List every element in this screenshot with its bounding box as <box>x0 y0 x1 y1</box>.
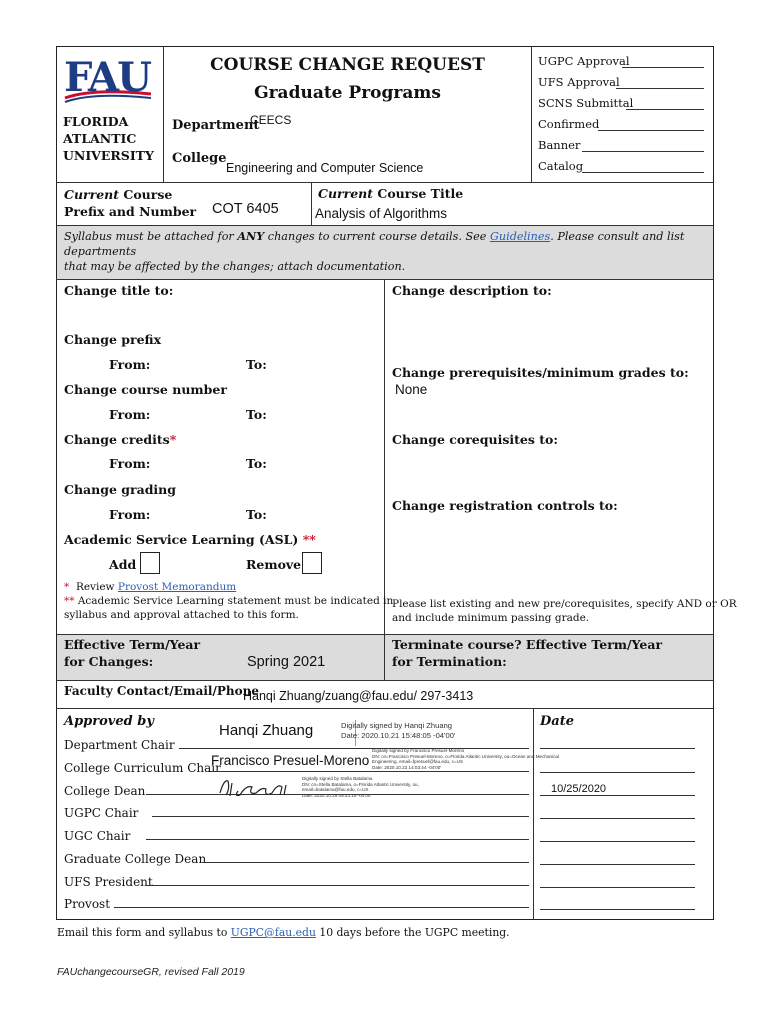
tracking-label: SCNS Submittal <box>538 96 634 110</box>
syllabus-note-emph: ANY <box>237 229 265 243</box>
header-divider-right <box>531 46 532 182</box>
title-label-rest: Course Title <box>373 186 464 201</box>
signature-line[interactable] <box>152 816 529 817</box>
asl-label <box>64 532 316 547</box>
grading-to-label[interactable]: To: <box>246 507 267 522</box>
dept-chair-sig-line1: Digitally signed by Hanqi Zhuang <box>341 721 453 730</box>
prefix-label-line2: Prefix and Number <box>64 204 197 219</box>
faculty-bottom-rule <box>56 708 714 709</box>
email-instruction-text: 10 days before the UGPC meeting. <box>315 926 510 939</box>
date-line[interactable] <box>540 864 695 865</box>
college-value[interactable]: Engineering and Computer Science <box>226 161 424 175</box>
credits-to-label[interactable]: To: <box>246 456 267 471</box>
prefix-from-label[interactable]: From: <box>109 357 151 372</box>
guidelines-link[interactable]: Guidelines <box>489 230 551 243</box>
course-divider <box>311 182 312 225</box>
curriculum-chair-signature-name: Francisco Presuel-Moreno <box>211 753 370 768</box>
credits-asterisk: * <box>169 432 177 447</box>
number-from-label[interactable]: From: <box>109 407 151 422</box>
signature-line[interactable] <box>146 885 529 886</box>
form-title: COURSE CHANGE REQUEST <box>210 55 485 75</box>
approval-row-college-curriculum-chair: College Curriculum Chair <box>64 761 221 775</box>
number-to-label[interactable]: To: <box>246 407 267 422</box>
tracking-label: Catalog <box>538 159 584 173</box>
approvals-divider <box>533 708 534 920</box>
asl-note-stars: ** <box>64 595 75 607</box>
change-title-label[interactable]: Change title to: <box>64 283 174 298</box>
prereq-note-line1: Please list existing and new pre/corequisites, specify AND or OR <box>392 598 737 610</box>
tracking-label: Confirmed <box>538 117 600 131</box>
date-line[interactable] <box>540 887 695 888</box>
change-credits-text: Change credits <box>64 432 170 447</box>
effective-term-label <box>64 636 200 670</box>
prefix-to-label[interactable]: To: <box>246 357 267 372</box>
dean-sig-line: email=batalama@fau.edu, c=US <box>302 787 369 793</box>
form-subtitle: Graduate Programs <box>254 83 441 103</box>
review-asterisk: * <box>64 581 70 593</box>
approved-by-header: Approved by <box>64 714 154 729</box>
fau-logo-text: FAU <box>64 54 150 101</box>
asl-text: Academic Service Learning (ASL) <box>64 532 299 547</box>
terminate-label[interactable] <box>392 636 662 670</box>
header-bottom-rule <box>56 182 714 183</box>
terminate-line2: for Termination: <box>392 654 507 669</box>
email-instruction-text: Email this form and syllabus to <box>57 926 231 939</box>
syllabus-note-text: Syllabus must be attached for <box>64 230 238 243</box>
dean-handwritten-signature <box>216 775 296 799</box>
tracking-line <box>598 130 704 131</box>
change-course-number-label: Change course number <box>64 382 227 397</box>
date-line[interactable] <box>540 818 695 819</box>
tracking-line <box>622 67 704 68</box>
date-header: Date <box>540 714 574 729</box>
syllabus-note <box>64 229 704 274</box>
university-name <box>63 113 154 164</box>
provost-review-note <box>64 580 393 622</box>
ugpc-email-link[interactable]: UGPC@fau.edu <box>230 926 316 939</box>
prereq-note <box>392 597 737 625</box>
tracking-line <box>616 88 704 89</box>
dept-chair-signature-details <box>341 721 455 741</box>
change-description-label[interactable]: Change description to: <box>392 283 552 298</box>
course-prefix-value[interactable]: COT 6405 <box>212 201 279 217</box>
title-label <box>318 186 463 201</box>
tracking-line <box>626 109 704 110</box>
university-line-2: ATLANTIC <box>63 131 137 146</box>
course-title-value[interactable]: Analysis of Algorithms <box>315 206 448 221</box>
syllabus-bottom-rule <box>56 279 714 280</box>
department-label: Department <box>172 118 260 133</box>
signature-line[interactable] <box>146 839 529 840</box>
approval-row-provost: Provost <box>64 897 111 911</box>
tracking-line <box>582 172 704 173</box>
term-divider <box>384 634 385 681</box>
dean-sig-line: DN: cn=Stella Batalama, o=Florida Atlantic University, ou, <box>302 781 419 787</box>
approval-row-ugc-chair: UGC Chair <box>64 829 131 843</box>
revision-note: FAUchangecourseGR, revised Fall 2019 <box>57 966 245 978</box>
tracking-label: UGPC Approval <box>538 54 630 68</box>
approval-row-college-dean: College Dean <box>64 784 146 798</box>
date-line[interactable] <box>540 748 695 749</box>
prereq-value[interactable]: None <box>395 382 428 397</box>
signature-line[interactable] <box>208 771 529 772</box>
effective-term-line2: for Changes: <box>64 654 154 669</box>
tracking-label: Banner <box>538 138 581 152</box>
dean-date-value[interactable]: 10/25/2020 <box>551 783 607 795</box>
faculty-contact-label: Faculty Contact/Email/Phone <box>64 684 259 698</box>
prereq-note-line2: and include minimum passing grade. <box>392 612 590 624</box>
change-prefix-label: Change prefix <box>64 332 162 347</box>
asl-note-line2: syllabus and approval attached to this form. <box>64 609 299 621</box>
dept-chair-sig-line2: Date: 2020.10.21 15:48:05 -04'00' <box>341 731 456 740</box>
curric-sig-line: Engineering, email=fpresuel@fau.edu, c=US <box>372 759 463 765</box>
approval-row-ugpc-chair: UGPC Chair <box>64 806 139 820</box>
approval-row-graduate-college-dean: Graduate College Dean <box>64 852 207 866</box>
curric-sig-line: Digitally signed by Francisco Presuel-Moreno <box>372 748 465 753</box>
dept-chair-signature-name: Hanqi Zhuang <box>219 722 314 739</box>
asl-remove-checkbox[interactable] <box>302 552 322 574</box>
terminate-line1: Terminate course? Effective Term/Year <box>392 637 663 652</box>
university-line-3: UNIVERSITY <box>63 148 154 163</box>
date-line[interactable] <box>540 772 695 773</box>
dean-sig-line: Date: 2020.10.25 09:43:19 -04'00' <box>302 792 372 798</box>
prefix-label <box>64 186 196 220</box>
curric-sig-line: DN: cn=Francisco Presuel-Moreno, o=Florida Atlantic University, ou=Ocean and Mechanical <box>372 753 559 759</box>
coreq-label[interactable]: Change corequisites to: <box>392 432 558 447</box>
dean-sig-line: Digitally signed by Stella Batalama <box>302 776 373 781</box>
asl-add-checkbox[interactable] <box>140 552 160 574</box>
provost-memorandum-link[interactable]: Provost Memorandum <box>117 581 237 593</box>
tracking-scns[interactable] <box>538 96 704 116</box>
tracking-line <box>582 151 704 152</box>
change-grading-label: Change grading <box>64 482 177 497</box>
tracking-confirmed[interactable] <box>538 117 704 137</box>
curric-sig-line: Date: 2020.10.22 14:03:44 -04'00' <box>372 764 442 770</box>
reg-controls-label[interactable]: Change registration controls to: <box>392 498 618 513</box>
syllabus-note-text: . Please consult and list departments <box>64 230 685 258</box>
college-label: College <box>172 151 227 166</box>
fau-logo <box>63 54 155 106</box>
prefix-label-italic: Current <box>64 187 120 202</box>
tracking-ugpc[interactable] <box>538 54 704 74</box>
review-text: Review <box>75 581 118 593</box>
prefix-label-rest: Course <box>119 187 173 202</box>
grading-from-label[interactable]: From: <box>109 507 151 522</box>
tracking-banner[interactable] <box>538 138 704 158</box>
asl-note-line1: Academic Service Learning statement must be indicated in <box>74 595 394 607</box>
asl-add-label: Add <box>109 557 137 572</box>
curriculum-chair-signature-details <box>372 748 559 770</box>
credits-from-label[interactable]: From: <box>109 456 151 471</box>
tracking-catalog[interactable] <box>538 159 704 179</box>
asl-asterisk: ** <box>302 532 316 547</box>
change-credits-label <box>64 432 176 447</box>
date-line[interactable] <box>540 841 695 842</box>
syllabus-note-text: changes to current course details. See <box>264 230 490 243</box>
prereq-label[interactable]: Change prerequisites/minimum grades to: <box>392 365 689 380</box>
date-line[interactable] <box>540 795 695 796</box>
date-line[interactable] <box>540 909 695 910</box>
signature-line[interactable] <box>202 862 529 863</box>
tracking-label: UFS Approval <box>538 75 620 89</box>
title-label-italic: Current <box>318 186 374 201</box>
email-instruction <box>57 926 510 939</box>
asl-remove-label: Remove <box>246 557 302 572</box>
syllabus-note-line2: that may be affected by the changes; attach documentation. <box>64 260 406 273</box>
faculty-contact-value[interactable]: Hanqi Zhuang/zuang@fau.edu/ 297-3413 <box>243 689 474 703</box>
tracking-ufs[interactable] <box>538 75 704 95</box>
term-bottom-rule <box>56 680 714 681</box>
department-value[interactable]: CEECS <box>250 113 292 127</box>
signature-line[interactable] <box>114 907 529 908</box>
approval-row-ufs-president: UFS President <box>64 875 153 889</box>
effective-term-line1: Effective Term/Year <box>64 637 201 652</box>
effective-term-value[interactable]: Spring 2021 <box>247 654 326 670</box>
dean-signature-details <box>302 776 419 798</box>
university-line-1: FLORIDA <box>63 114 129 129</box>
approval-row-department-chair: Department Chair <box>64 738 175 752</box>
